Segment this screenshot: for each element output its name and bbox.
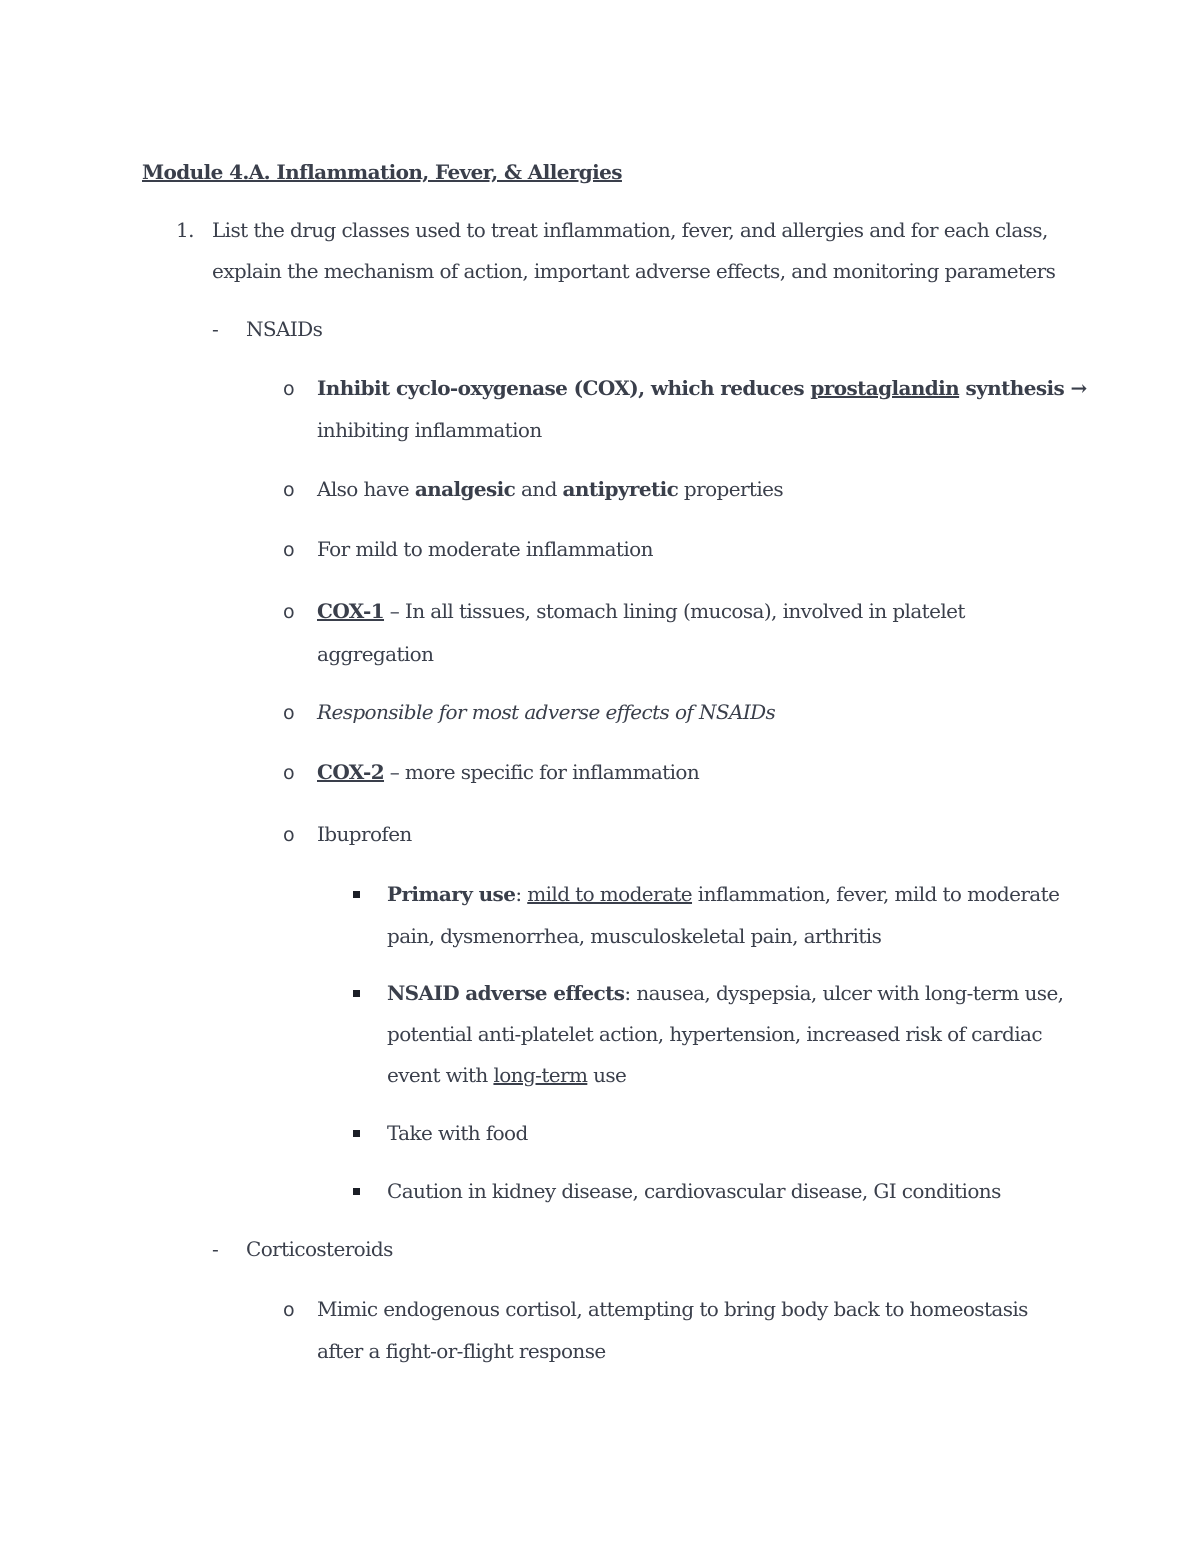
dash-bullet: - — [212, 317, 219, 341]
question-text-line-2: explain the mechanism of action, important adverse effects, and monitoring parameters — [212, 259, 1056, 283]
circle-bullet: o — [283, 824, 295, 846]
circle-bullet: o — [283, 702, 295, 724]
ibuprofen-adverse-effects: NSAID adverse effects: nausea, dyspepsia, ulcer with long-term use, — [387, 981, 1064, 1005]
cox1-item: COX-1 – In all tissues, stomach lining (mucosa), involved in platelet — [317, 599, 965, 623]
ibuprofen-caution: Caution in kidney disease, cardiovascular disease, GI conditions — [387, 1179, 1001, 1203]
question-text-line-1: List the drug classes used to treat inflammation, fever, and allergies and for each class, — [212, 218, 1048, 242]
circle-bullet: o — [283, 539, 295, 561]
ibuprofen-primary-use-cont: pain, dysmenorrhea, musculoskeletal pain, arthritis — [387, 924, 882, 948]
square-bullet — [353, 1188, 360, 1195]
circle-bullet: o — [283, 762, 295, 784]
ibuprofen-food: Take with food — [387, 1121, 528, 1145]
ibuprofen-heading: Ibuprofen — [317, 822, 412, 846]
corticosteroids-moa: Mimic endogenous cortisol, attempting to bring body back to homeostasis — [317, 1297, 1028, 1321]
circle-bullet: o — [283, 479, 295, 501]
cox2-item: COX-2 – more specific for inflammation — [317, 760, 700, 784]
dash-bullet: - — [212, 1237, 219, 1261]
square-bullet — [353, 891, 360, 898]
list-number: 1. — [176, 218, 194, 242]
responsible-note: Responsible for most adverse effects of NSAIDs — [317, 700, 776, 724]
nsaids-moa-cont: inhibiting inflammation — [317, 418, 542, 442]
ibuprofen-primary-use: Primary use: mild to moderate inflammation, fever, mild to moderate — [387, 882, 1060, 906]
square-bullet — [353, 1130, 360, 1137]
square-bullet — [353, 990, 360, 997]
cox1-item-cont: aggregation — [317, 642, 434, 666]
ibuprofen-adverse-cont-1: potential anti-platelet action, hypertension, increased risk of cardiac — [387, 1022, 1042, 1046]
page-title: Module 4.A. Inflammation, Fever, & Allergies — [142, 160, 622, 184]
nsaids-properties: Also have analgesic and antipyretic properties — [317, 477, 784, 501]
nsaids-moa: Inhibit cyclo-oxygenase (COX), which reduces prostaglandin synthesis → — [317, 376, 1087, 400]
circle-bullet: o — [283, 601, 295, 623]
nsaids-heading: NSAIDs — [246, 317, 323, 341]
nsaids-mild: For mild to moderate inflammation — [317, 537, 653, 561]
ibuprofen-adverse-cont-2: event with long-term use — [387, 1063, 627, 1087]
corticosteroids-heading: Corticosteroids — [246, 1237, 393, 1261]
corticosteroids-moa-cont: after a fight-or-flight response — [317, 1339, 606, 1363]
circle-bullet: o — [283, 378, 295, 400]
circle-bullet: o — [283, 1299, 295, 1321]
